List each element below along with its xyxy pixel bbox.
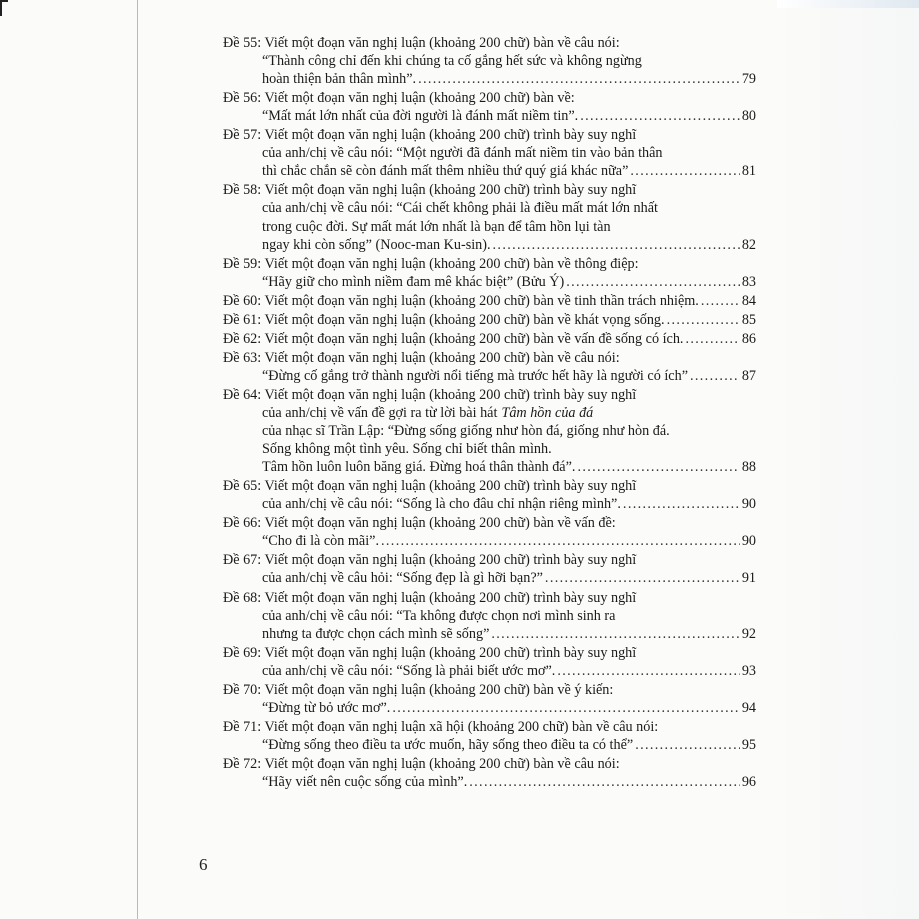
- leader-dots: [623, 495, 740, 513]
- toc-text: “Hãy viết nên cuộc sống của mình”.: [262, 774, 468, 790]
- toc-text: “Đừng cố gắng trở thành người nổi tiếng mà trước hết hãy là người có ích”: [262, 367, 688, 384]
- toc-text: Đề 68: Viết một đoạn văn nghị luận (khoảng 200 chữ) trình bày suy nghĩ: [223, 589, 637, 606]
- toc-text: Đề 59: Viết một đoạn văn nghị luận (khoảng 200 chữ) bàn về thông điệp:: [223, 255, 639, 272]
- toc-text: Đề 55: Viết một đoạn văn nghị luận (khoảng 200 chữ) bàn về câu nói:: [223, 35, 620, 51]
- toc-entry-line: [262, 662, 756, 680]
- leader-dots: [566, 273, 740, 291]
- toc-page-ref: 92: [741, 625, 756, 642]
- leader-dots: [545, 569, 740, 587]
- toc-page-ref: 87: [741, 367, 756, 384]
- toc-entry-heading: [223, 644, 756, 662]
- toc-page-ref: 96: [741, 774, 756, 790]
- toc-entry-line: [262, 625, 756, 643]
- leader-dots: [690, 367, 740, 385]
- toc-entry-line: [262, 422, 756, 440]
- toc-text: ngay khi còn sống” (Nooc-man Ku-sin).: [262, 236, 491, 253]
- toc-entry-heading: [223, 718, 756, 736]
- leader-dots: [493, 236, 740, 254]
- toc-entry-line: [262, 107, 756, 125]
- toc-entry-line: [262, 607, 756, 625]
- toc-entry-heading: [223, 311, 756, 329]
- toc-entry-heading: [223, 89, 756, 107]
- toc-text: của anh/chị về câu nói: “Sống là cho đâu chỉ nhận riêng mình”.: [262, 496, 621, 513]
- toc-text: “Cho đi là còn mãi”.: [262, 533, 380, 550]
- toc-page-ref: 85: [741, 311, 756, 328]
- toc-text: Đề 67: Viết một đoạn văn nghị luận (khoảng 200 chữ) trình bày suy nghĩ: [223, 552, 637, 569]
- toc-text: “Mất mát lớn nhất của đời người là đánh mất niềm tin”.: [262, 108, 579, 125]
- toc-text: Đề 58: Viết một đoạn văn nghị luận (khoảng 200 chữ) trình bày suy nghĩ: [223, 182, 637, 199]
- toc-text: Đề 65: Viết một đoạn văn nghị luận (khoảng 200 chữ) trình bày suy nghĩ: [223, 478, 637, 495]
- toc-page-ref: 83: [741, 273, 756, 290]
- toc-text: Đề 64: Viết một đoạn văn nghị luận (khoảng 200 chữ) trình bày suy nghĩ: [223, 386, 637, 403]
- toc-entry-line: [262, 736, 756, 754]
- toc-entry-line: [262, 440, 756, 458]
- leader-dots: [667, 311, 740, 329]
- toc-entry-line: [262, 532, 756, 550]
- toc-entry-heading: [223, 126, 756, 144]
- toc-text: Đề 66: Viết một đoạn văn nghị luận (khoảng 200 chữ) bàn về vấn đề:: [223, 515, 616, 532]
- toc-page-ref: 90: [741, 496, 756, 513]
- toc-text: Đề 72: Viết một đoạn văn nghị luận (khoảng 200 chữ) bàn về câu nói:: [223, 755, 620, 772]
- toc-entry-line: [262, 404, 756, 422]
- toc-entry-heading: [223, 551, 756, 569]
- toc-page-ref: 95: [741, 736, 756, 753]
- toc-page-ref: 94: [741, 699, 756, 716]
- page-number: 6: [199, 855, 208, 874]
- toc-entry-line: [262, 495, 756, 513]
- toc-entry-heading: [223, 330, 756, 348]
- toc-text: của anh/chị về câu nói: “Sống là phải biết ước mơ”.: [262, 662, 556, 679]
- toc-entry-heading: [223, 255, 756, 273]
- toc-page-ref: 79: [741, 71, 756, 88]
- toc-text: của anh/chị về vấn đề gợi ra từ lời bài hát: [262, 405, 498, 421]
- leader-dots: [701, 292, 740, 310]
- toc-text: Đề 71: Viết một đoạn văn nghị luận xã hội (khoảng 200 chữ) bàn về câu nói:: [223, 718, 659, 735]
- toc-entry-heading: [223, 34, 756, 52]
- toc-text: “Đừng sống theo điều ta ước muốn, hãy sống theo điều ta có thể”: [262, 736, 634, 753]
- leader-dots: [630, 162, 739, 180]
- toc-text: của anh/chị về câu nói: “Cái chết không phải là điều mất mát lớn nhất: [262, 200, 658, 217]
- toc-entry-heading: [223, 386, 756, 404]
- toc-entry-line: [262, 699, 756, 717]
- toc-page-ref: 81: [741, 163, 756, 180]
- toc-page-ref: 86: [741, 330, 756, 347]
- toc-text: nhưng ta được chọn cách mình sẽ sống”: [262, 625, 490, 642]
- toc-entry-line: [262, 236, 756, 254]
- toc-text: “Đừng từ bỏ ước mơ”.: [262, 699, 391, 716]
- toc-text: Đề 70: Viết một đoạn văn nghị luận (khoảng 200 chữ) bàn về ý kiến:: [223, 681, 614, 698]
- toc-text: Sống không một tình yêu. Sống chỉ biết thân mình.: [262, 441, 552, 458]
- leader-dots: [685, 330, 739, 348]
- toc-text: trong cuộc đời. Sự mất mát lớn nhất là bạn để tâm hồn lụi tàn: [262, 218, 611, 235]
- toc-text: thì chắc chắn sẽ còn đánh mất thêm nhiều thứ quý giá khác nữa”: [262, 163, 629, 180]
- toc-entry-line: [262, 367, 756, 385]
- leader-dots: [381, 532, 740, 550]
- toc-text: của anh/chị về câu nói: “Ta không được chọn nơi mình sinh ra: [262, 607, 616, 624]
- toc-text: của nhạc sĩ Trần Lập: “Đừng sống giống như hòn đá, giống như hòn đá.: [262, 423, 670, 440]
- toc-entry-heading: [223, 477, 756, 495]
- toc-text: Tâm hồn luôn luôn băng giá. Đừng hoá thân thành đá”.: [262, 459, 576, 476]
- toc-entry-heading: [223, 349, 756, 367]
- leader-dots: [580, 107, 740, 125]
- toc-text: “Hãy giữ cho mình niềm đam mê khác biệt” (Bửu Ý): [262, 273, 565, 290]
- toc-entry-heading: [223, 755, 756, 773]
- toc-entry-line: [262, 144, 756, 162]
- toc-page-ref: 82: [741, 236, 756, 253]
- toc-text: Đề 61: Viết một đoạn văn nghị luận (khoảng 200 chữ) bàn về khát vọng sống.: [223, 311, 665, 328]
- toc-text: Đề 60: Viết một đoạn văn nghị luận (khoảng 200 chữ) bàn về tinh thần trách nhiệm.: [223, 292, 699, 309]
- toc-entry-line: [262, 773, 756, 791]
- toc-entry-heading: [223, 292, 756, 310]
- toc-page-ref: 93: [741, 662, 756, 679]
- leader-dots: [491, 625, 739, 643]
- toc-entry-line: [262, 162, 756, 180]
- toc-text: Đề 62: Viết một đoạn văn nghị luận (khoảng 200 chữ) bàn về vấn đề sống có ích.: [223, 330, 684, 347]
- toc-entry-heading: [223, 514, 756, 532]
- toc-entry-heading: [223, 589, 756, 607]
- toc-text: Đề 56: Viết một đoạn văn nghị luận (khoảng 200 chữ) bàn về:: [223, 90, 575, 107]
- toc-entry-line: [262, 569, 756, 587]
- toc-entry-line: [262, 199, 756, 217]
- toc-entry-line: [262, 70, 756, 88]
- toc-page-ref: 84: [741, 292, 756, 309]
- toc-text: của anh/chị về câu nói: “Một người đã đánh mất niềm tin vào bản thân: [262, 145, 663, 162]
- toc-page-ref: 88: [741, 459, 756, 476]
- toc-text: Đề 69: Viết một đoạn văn nghị luận (khoảng 200 chữ) trình bày suy nghĩ: [223, 644, 637, 661]
- toc-entry-line: [262, 273, 756, 291]
- toc-entry-line: [262, 458, 756, 476]
- toc-text: của anh/chị về câu hỏi: “Sống đẹp là gì hỡi bạn?”: [262, 570, 543, 587]
- toc-page-ref: 80: [741, 108, 756, 125]
- song-title: Tâm hồn của đá: [501, 405, 594, 421]
- toc-text: Đề 63: Viết một đoạn văn nghị luận (khoảng 200 chữ) bàn về câu nói:: [223, 349, 620, 366]
- toc-page-ref: 90: [741, 533, 756, 550]
- leader-dots: [577, 458, 739, 476]
- toc-entry-line: [262, 52, 756, 70]
- toc-page-ref: 91: [741, 570, 756, 587]
- toc-entry-heading: [223, 181, 756, 199]
- toc-text: “Thành công chỉ đến khi chúng ta cố gắng hết sức và không ngừng: [262, 53, 642, 70]
- toc-entry-line: [262, 218, 756, 236]
- toc-text: Đề 57: Viết một đoạn văn nghị luận (khoảng 200 chữ) trình bày suy nghĩ: [223, 127, 637, 144]
- leader-dots: [392, 699, 740, 717]
- leader-dots: [418, 70, 740, 88]
- leader-dots: [557, 662, 739, 680]
- toc-text: hoàn thiện bản thân mình”.: [262, 71, 417, 88]
- toc-entry-heading: [223, 681, 756, 699]
- leader-dots: [469, 773, 740, 791]
- leader-dots: [635, 736, 740, 754]
